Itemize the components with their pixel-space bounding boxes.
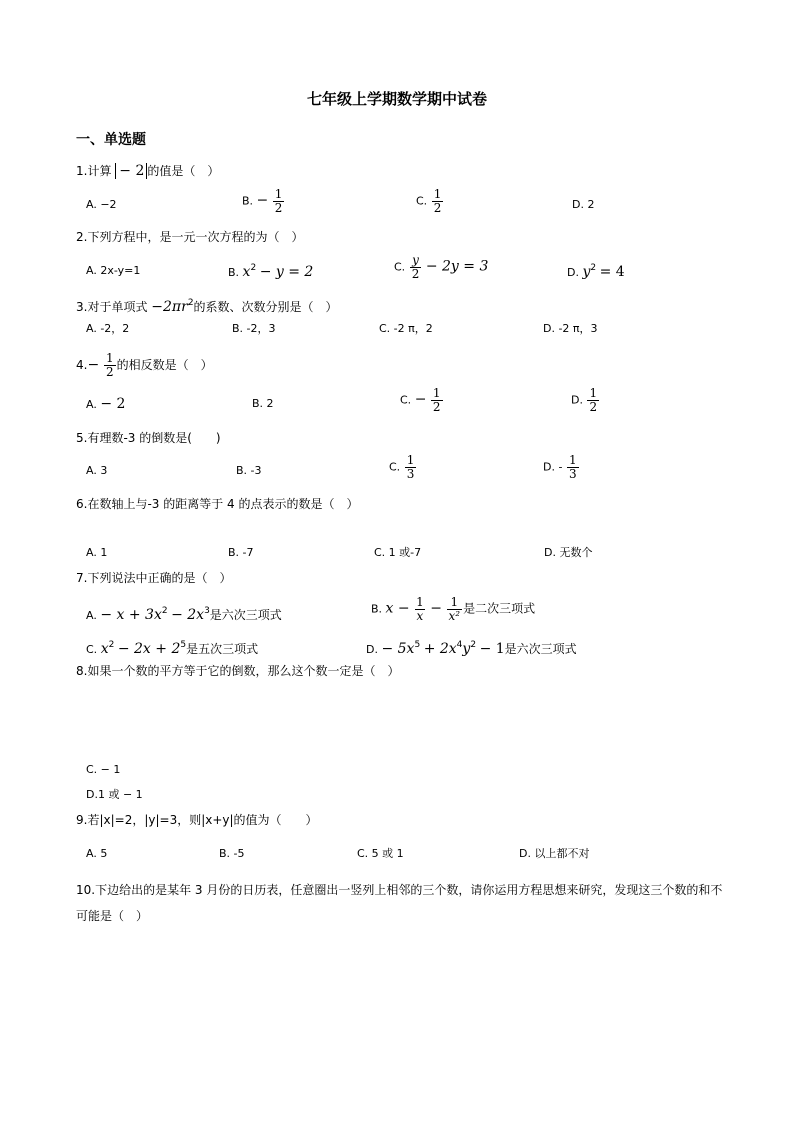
fraction bbox=[414, 596, 426, 623]
q8-option-c[interactable]: C. − 1 bbox=[86, 763, 121, 776]
superscript: 2 bbox=[108, 640, 115, 650]
math-term: − 1 bbox=[479, 641, 505, 657]
q9-option-a[interactable]: A. 5 bbox=[86, 847, 108, 860]
question-7: 7.下列说法中正确的是（ ） bbox=[76, 571, 232, 585]
option-label: C. bbox=[389, 460, 401, 474]
option-label: D. bbox=[571, 393, 583, 407]
math-term: x bbox=[100, 641, 109, 657]
section-heading: 一、单选题 bbox=[76, 132, 146, 148]
numerator: 1 bbox=[274, 187, 283, 201]
math-term: y bbox=[582, 264, 591, 280]
q1-option-a[interactable]: A. −2 bbox=[86, 198, 117, 211]
option-label: C. bbox=[416, 194, 428, 208]
math-term: x bbox=[242, 264, 251, 280]
q5-option-a[interactable]: A. 3 bbox=[86, 464, 108, 477]
question-9: 9.若|x|=2，|y|=3，则|x+y|的值为（ ） bbox=[76, 813, 318, 827]
q3-option-d[interactable]: D. -2 π，3 bbox=[543, 322, 598, 335]
math-term: − 2x + 2 bbox=[117, 641, 181, 657]
fraction bbox=[273, 188, 285, 215]
question-3-prefix: 3.对于单项式 bbox=[76, 300, 148, 314]
q2-option-a[interactable]: A. 2x-y=1 bbox=[86, 264, 141, 277]
q5-option-c[interactable] bbox=[389, 454, 417, 481]
q6-option-a[interactable]: A. 1 bbox=[86, 546, 108, 559]
option-label: C. bbox=[400, 393, 412, 407]
numerator: 1 bbox=[406, 453, 415, 467]
denominator: 3 bbox=[568, 467, 577, 481]
minus-sign: − bbox=[87, 357, 100, 373]
option-suffix: 是六次三项式 bbox=[209, 608, 282, 622]
math-term: − x + 3x bbox=[100, 607, 162, 623]
superscript: 2 bbox=[470, 640, 477, 650]
question-1-prefix: 1.计算 bbox=[76, 164, 112, 178]
q3-option-a[interactable]: A. -2，2 bbox=[86, 322, 130, 335]
q6-option-b[interactable]: B. -7 bbox=[228, 546, 254, 559]
fraction bbox=[405, 454, 417, 481]
q2-option-b[interactable] bbox=[228, 259, 313, 282]
superscript: 2 bbox=[187, 298, 194, 308]
q8-option-d[interactable]: D.1 或 − 1 bbox=[86, 788, 143, 801]
question-1 bbox=[76, 162, 219, 180]
q6-option-d[interactable]: D. 无数个 bbox=[544, 546, 593, 559]
math-term: − 5x bbox=[381, 641, 415, 657]
question-3 bbox=[76, 294, 338, 316]
question-10: 10.下边给出的是某年 3 月份的日历表，任意圈出一竖列上相邻的三个数，请你运用方程思想来研究，发现这三个数的和不可能是（ ） bbox=[76, 883, 723, 923]
numerator: 1 bbox=[568, 453, 577, 467]
fraction bbox=[104, 352, 116, 379]
option-label: B. bbox=[371, 602, 383, 616]
question-2: 2.下列方程中，是一元一次方程的为（ ） bbox=[76, 230, 304, 244]
question-6: 6.在数轴上与-3 的距离等于 4 的点表示的数是（ ） bbox=[76, 497, 359, 511]
denominator: 2 bbox=[411, 267, 420, 281]
q1-option-b[interactable] bbox=[242, 188, 285, 215]
math-term: x − bbox=[385, 600, 410, 617]
q3-option-c[interactable]: C. -2 π，2 bbox=[379, 322, 433, 335]
q1-option-d[interactable]: D. 2 bbox=[572, 198, 595, 211]
fraction bbox=[567, 454, 579, 481]
q1-option-c[interactable] bbox=[416, 188, 444, 215]
math-term: − y = 2 bbox=[259, 264, 314, 280]
question-8: 8.如果一个数的平方等于它的倒数，那么这个数一定是（ ） bbox=[76, 664, 400, 678]
superscript: 5 bbox=[180, 640, 187, 650]
option-suffix: 是二次三项式 bbox=[463, 601, 536, 616]
denominator: 2 bbox=[432, 400, 441, 414]
q9-option-d[interactable]: D. 以上都不对 bbox=[519, 847, 590, 860]
math-term: y bbox=[462, 641, 471, 657]
question-5: 5.有理数-3 的倒数是( ) bbox=[76, 431, 221, 445]
option-suffix: 是五次三项式 bbox=[186, 642, 259, 656]
option-suffix: 是六次三项式 bbox=[504, 642, 577, 656]
math-term: − 2y = 3 bbox=[425, 258, 489, 275]
q7-option-b[interactable] bbox=[371, 596, 535, 623]
option-label: D. bbox=[366, 643, 378, 656]
q4-option-a[interactable] bbox=[86, 395, 125, 414]
question-4 bbox=[76, 352, 213, 379]
question-4-prefix: 4. bbox=[76, 358, 88, 372]
q9-option-c[interactable]: C. 5 或 1 bbox=[357, 847, 404, 860]
math-term: − 2 bbox=[100, 396, 126, 412]
superscript: 5 bbox=[414, 640, 421, 650]
numerator: 1 bbox=[433, 187, 442, 201]
q5-option-d[interactable] bbox=[543, 454, 580, 481]
superscript: 2 bbox=[590, 263, 597, 273]
option-label: D. bbox=[567, 266, 579, 279]
option-label: C. bbox=[394, 260, 406, 274]
option-label: B. bbox=[228, 266, 240, 279]
option-label: A. bbox=[86, 609, 97, 622]
monomial: −2πr bbox=[151, 299, 188, 315]
denominator: 2 bbox=[589, 400, 598, 414]
denominator: 2 bbox=[106, 365, 114, 379]
q2-option-d[interactable] bbox=[567, 259, 625, 282]
math-term: − 2x bbox=[171, 607, 205, 623]
q4-option-d[interactable] bbox=[571, 387, 600, 414]
q7-option-c[interactable] bbox=[86, 636, 258, 659]
q5-option-b[interactable]: B. -3 bbox=[236, 464, 262, 477]
denominator: 2 bbox=[433, 201, 442, 215]
abs-expression: − 2 bbox=[115, 163, 147, 179]
question-4-suffix: 的相反数是（ ） bbox=[116, 358, 213, 372]
option-label: A. bbox=[86, 398, 97, 411]
q7-option-a[interactable] bbox=[86, 602, 282, 625]
fraction bbox=[431, 387, 443, 414]
option-label: D. - bbox=[543, 460, 563, 474]
question-3-suffix: 的系数、次数分别是（ ） bbox=[193, 300, 338, 314]
fraction bbox=[587, 387, 599, 414]
numerator: 1 bbox=[416, 595, 424, 609]
superscript: 2 bbox=[250, 263, 257, 273]
numerator: 1 bbox=[106, 351, 114, 365]
fraction bbox=[447, 596, 463, 623]
numerator: y bbox=[412, 253, 419, 267]
numerator: 1 bbox=[589, 386, 598, 400]
superscript: 2 bbox=[161, 606, 168, 616]
q7-option-d[interactable] bbox=[366, 636, 577, 659]
denominator: 3 bbox=[406, 467, 415, 481]
numerator: 1 bbox=[450, 595, 459, 609]
denominator: 2 bbox=[274, 201, 283, 215]
q3-option-b[interactable]: B. -2，3 bbox=[232, 322, 276, 335]
q2-option-c[interactable] bbox=[394, 254, 488, 281]
question-1-suffix: 的值是（ ） bbox=[147, 164, 220, 178]
numerator: 1 bbox=[432, 386, 441, 400]
superscript: 4 bbox=[456, 640, 463, 650]
q4-option-c[interactable] bbox=[400, 387, 444, 414]
q9-option-b[interactable]: B. -5 bbox=[219, 847, 245, 860]
option-label: B. bbox=[242, 194, 254, 208]
minus-sign: − bbox=[430, 600, 442, 617]
superscript: 3 bbox=[204, 606, 210, 616]
page-title: 七年级上学期数学期中试卷 bbox=[306, 90, 487, 108]
option-label: C. bbox=[86, 643, 98, 656]
minus-sign: − bbox=[414, 391, 427, 408]
fraction bbox=[432, 188, 444, 215]
math-term: + 2x bbox=[423, 641, 457, 657]
denominator: x bbox=[416, 609, 424, 623]
minus-sign: − bbox=[256, 192, 269, 209]
denominator: x² bbox=[448, 609, 461, 623]
q6-option-c[interactable]: C. 1 或-7 bbox=[374, 546, 422, 559]
math-term: = 4 bbox=[599, 264, 625, 280]
q4-option-b[interactable]: B. 2 bbox=[252, 397, 274, 410]
fraction bbox=[410, 254, 422, 281]
